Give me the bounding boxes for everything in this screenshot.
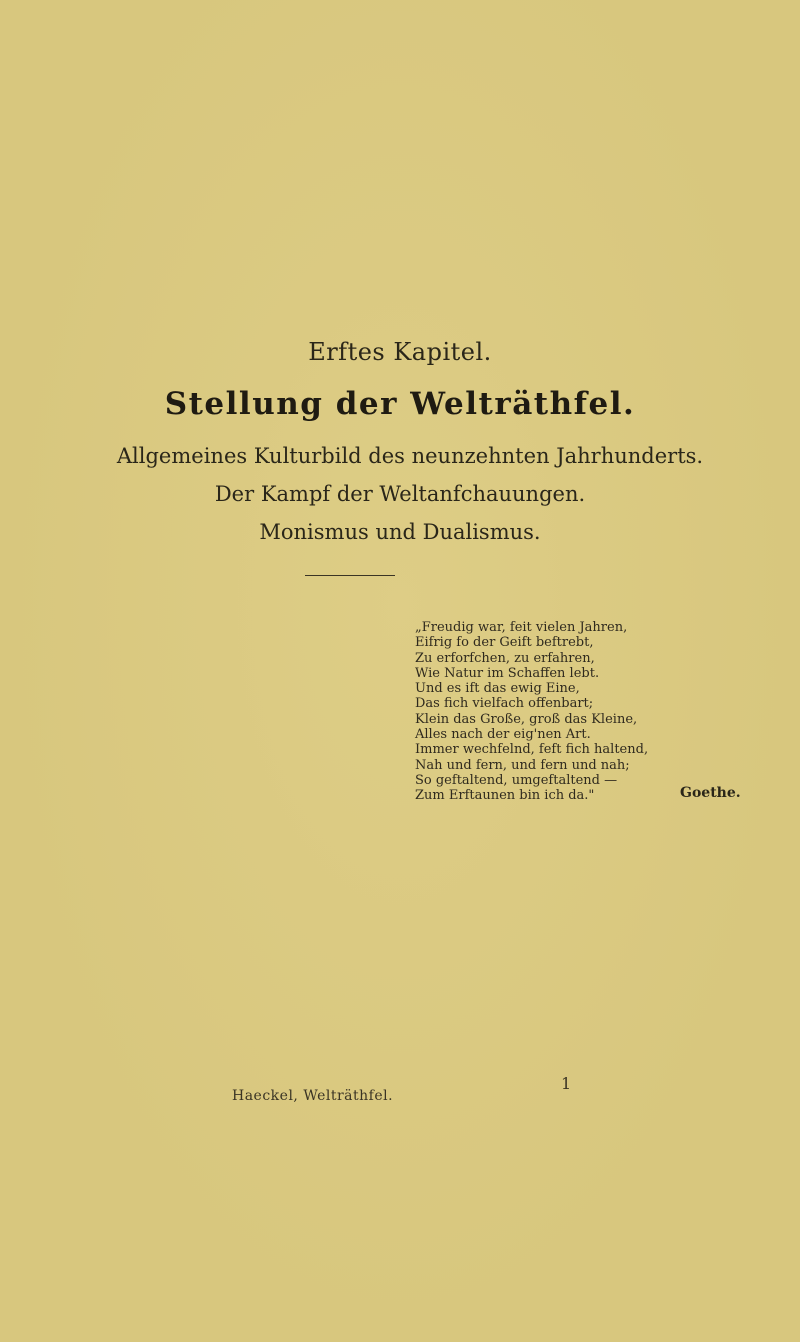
- page-number: 1: [561, 1074, 572, 1093]
- poem-line: Klein das Große, groß das Kleine,: [415, 711, 638, 727]
- footer-signature: Haeckel, Welträthfel.: [232, 1088, 394, 1104]
- subtitle-line: Der Kampf der Weltanfchauungen.: [214, 482, 586, 506]
- poem-line: Wie Natur im Schaffen lebt.: [415, 665, 600, 681]
- poem-line: Und es ift das ewig Eine,: [415, 681, 580, 697]
- epigraph-author: Goethe.: [680, 785, 741, 801]
- poem-line: Zum Erftaunen bin ich da.": [415, 788, 595, 804]
- subtitle-line: Allgemeines Kulturbild des neunzehnten Jahrhunderts.: [116, 444, 704, 468]
- poem-line: Immer wechfelnd, feft fich haltend,: [415, 742, 649, 758]
- poem-line: Eifrig fo der Geift beftrebt,: [415, 635, 594, 651]
- epigraph-poem: [415, 620, 745, 804]
- poem-line: Zu erforfchen, zu erfahren,: [415, 650, 595, 666]
- poem-line: Nah und fern, und fern und nah;: [415, 757, 630, 773]
- poem-line: Das fich vielfach offenbart;: [415, 696, 594, 712]
- subtitle-line: Monismus und Dualismus.: [259, 520, 541, 544]
- poem-line: So geftaltend, umgeftaltend —: [415, 772, 618, 788]
- chapter-label: Erftes Kapitel.: [308, 338, 492, 366]
- poem-line: „Freudig war, feit vielen Jahren,: [415, 620, 628, 635]
- divider-rule: [305, 575, 395, 576]
- poem-line: Alles nach der eig'nen Art.: [415, 727, 591, 743]
- chapter-title: Stellung der Welträthfel.: [164, 386, 636, 422]
